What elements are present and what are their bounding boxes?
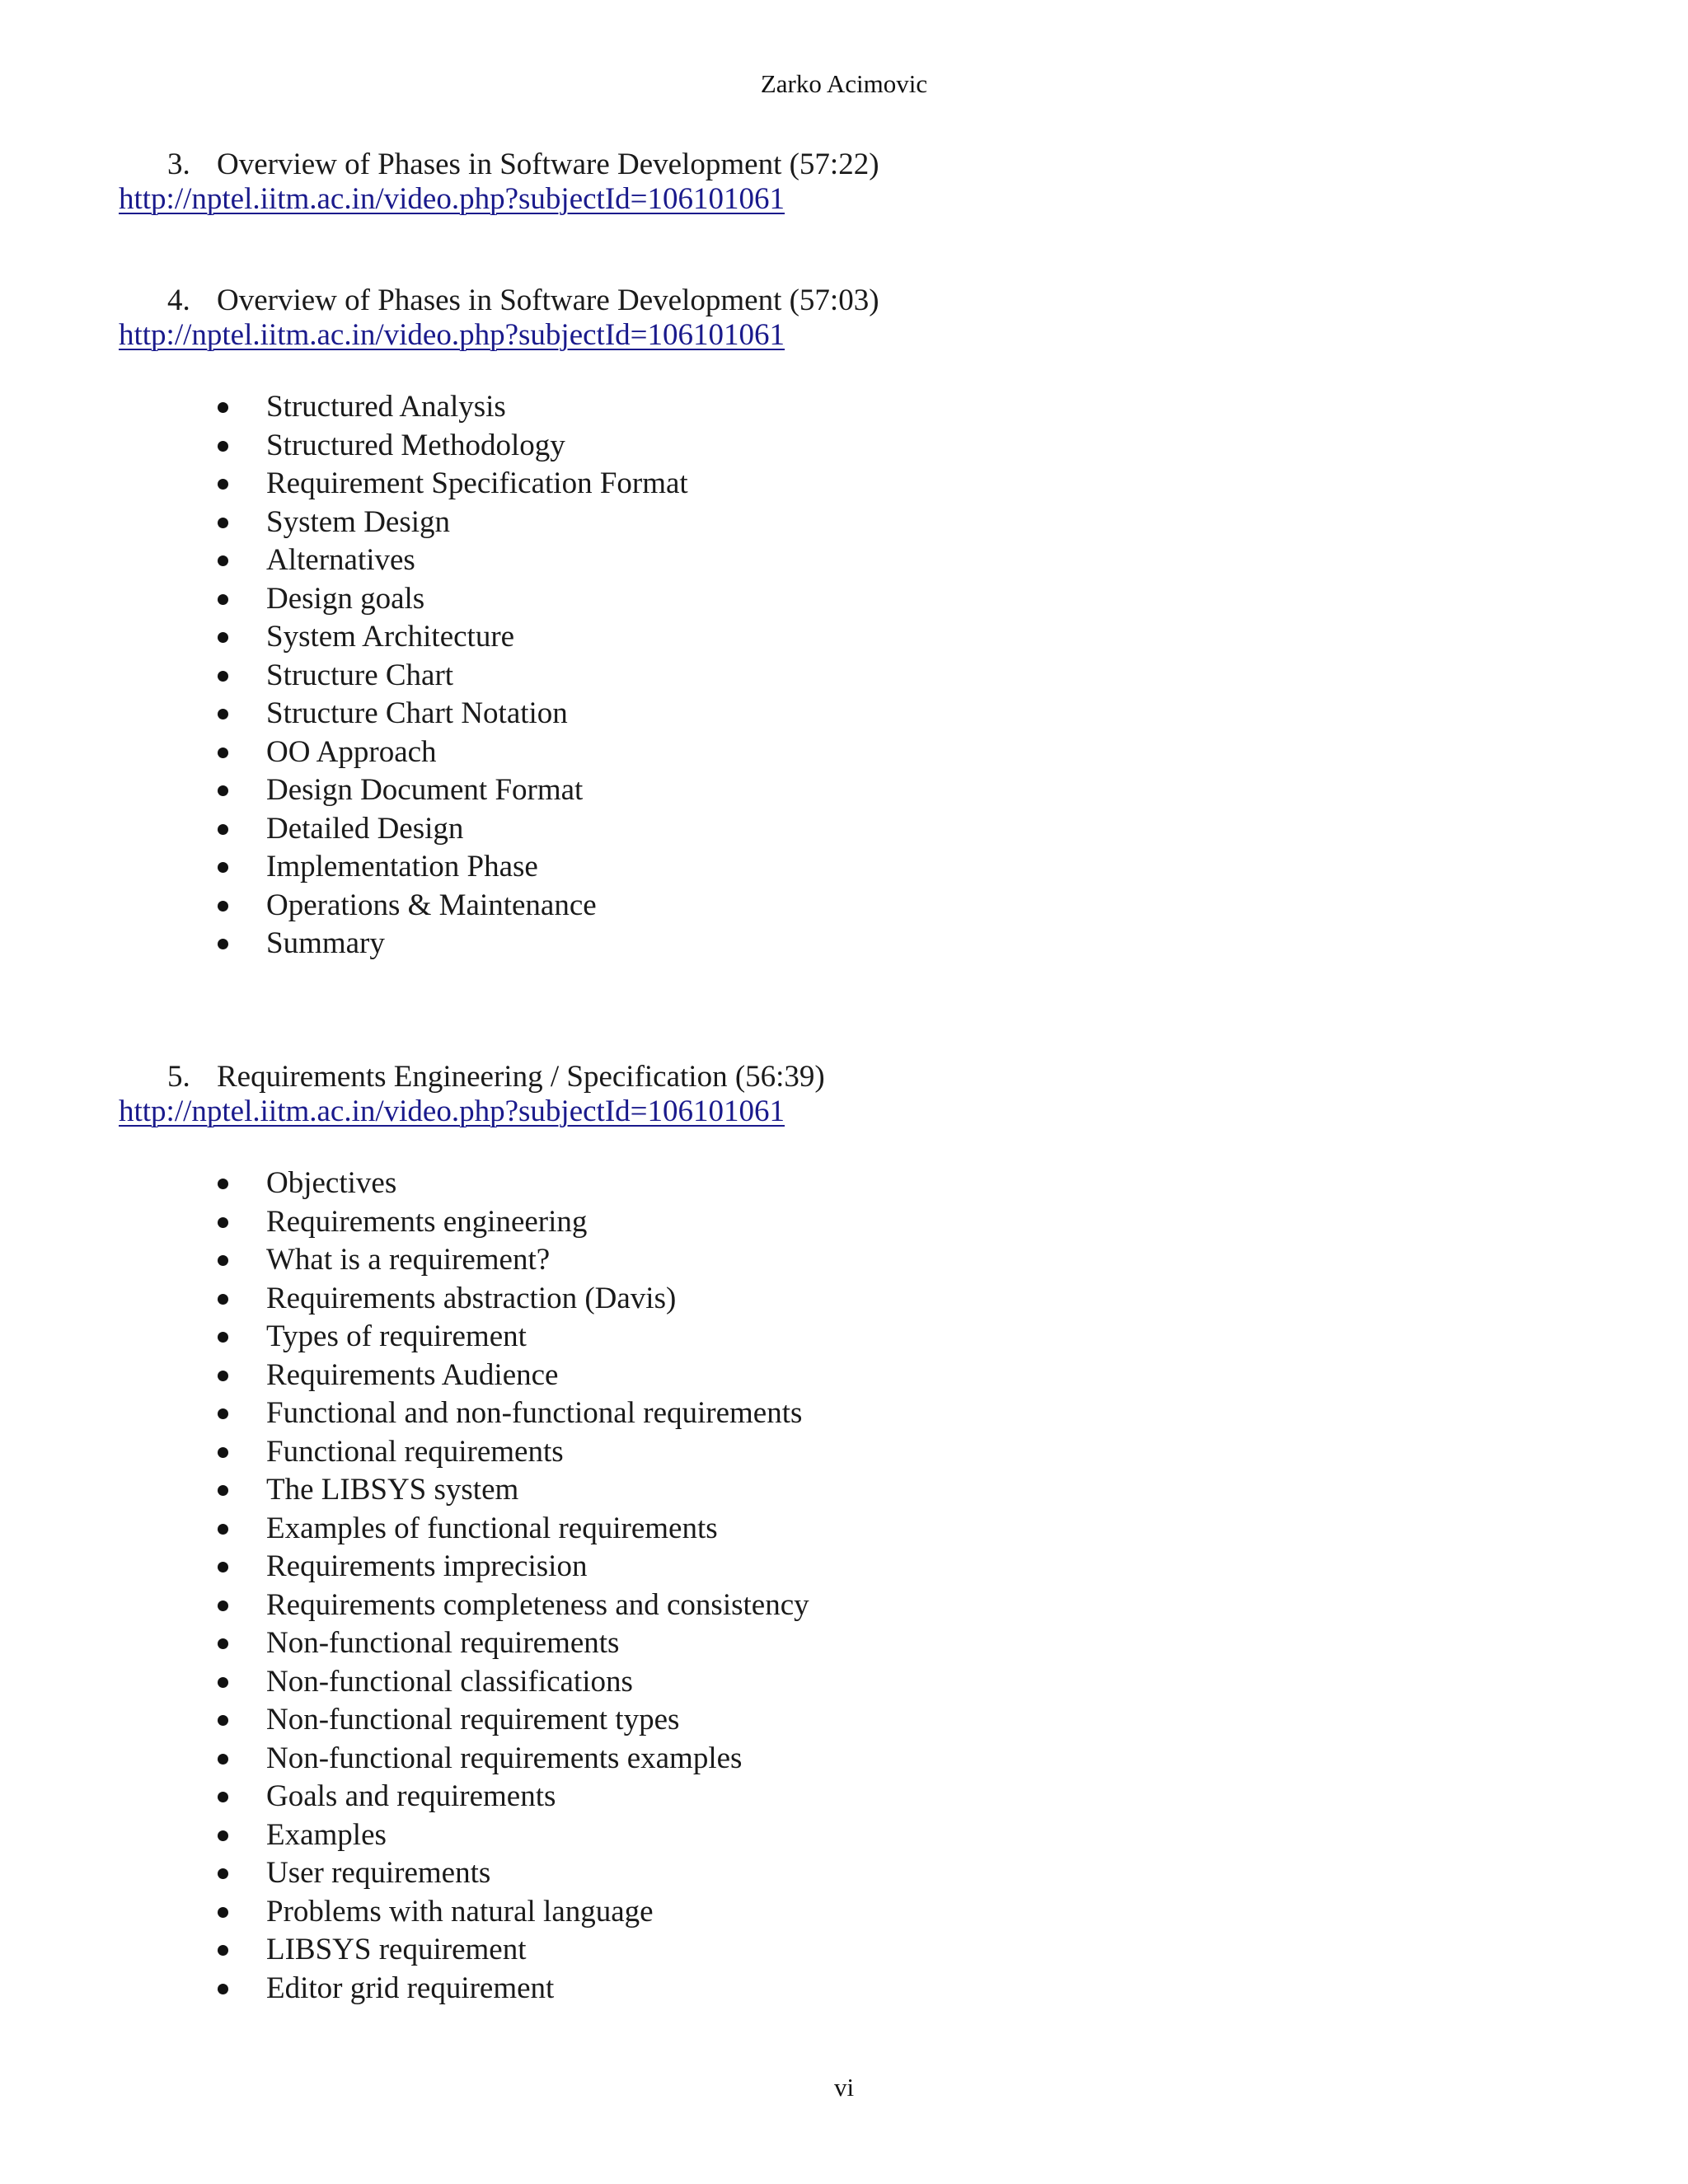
list-item-text: Examples	[266, 1817, 387, 1852]
list-item-text: Requirements abstraction (Davis)	[266, 1281, 677, 1315]
list-item-text: Non-functional requirement types	[266, 1703, 680, 1736]
list-item-text: Structure Chart Notation	[266, 696, 568, 730]
bullet-icon	[218, 1830, 228, 1841]
bullet-icon	[218, 1179, 228, 1189]
bullet-icon	[218, 748, 228, 758]
list-item-text: Examples of functional requirements	[266, 1511, 718, 1545]
bullet-icon	[218, 1868, 228, 1879]
bullet-icon	[218, 1217, 228, 1228]
bullet-icon	[218, 1638, 228, 1649]
bullet-icon	[218, 1601, 228, 1611]
page-number: vi	[833, 2073, 855, 2102]
bullet-icon	[218, 479, 228, 490]
list-item-text: Structured Analysis	[266, 390, 506, 424]
bullet-icon	[218, 671, 228, 682]
list-item-text: What is a requirement?	[266, 1243, 551, 1277]
list-item-text: Functional and non-functional requirements	[266, 1396, 803, 1430]
list-item-text: Types of requirement	[266, 1319, 527, 1353]
bullet-icon	[218, 1294, 228, 1305]
list-item-text: Requirements Audience	[266, 1357, 559, 1392]
bullet-icon	[218, 1677, 228, 1688]
section-title	[167, 147, 879, 182]
list-item-text: OO Approach	[266, 734, 437, 769]
bullet-icon	[218, 939, 228, 949]
list-item-text: Non-functional requirements	[266, 1626, 620, 1660]
bullet-icon	[218, 1984, 228, 1994]
section-link[interactable]: http://nptel.iitm.ac.in/video.php?subjectId=106101061	[119, 318, 785, 352]
bullet-icon	[218, 1907, 228, 1918]
list-item-text: Implementation Phase	[266, 850, 538, 883]
page-header-author: Zarko Acimovic	[760, 69, 928, 98]
bullet-icon	[218, 1945, 228, 1956]
list-item-text: Design Document Format	[266, 773, 584, 807]
bullet-icon	[218, 441, 228, 452]
list-item-text: The LIBSYS system	[266, 1473, 519, 1507]
section-link[interactable]: http://nptel.iitm.ac.in/video.php?subjectId=106101061	[119, 182, 785, 216]
list-item-text: Problems with natural language	[266, 1894, 654, 1929]
list-item-text: Operations & Maintenance	[266, 888, 597, 922]
list-item-text: Requirement Specification Format	[266, 466, 688, 500]
list-item-text: Goals and requirements	[266, 1779, 556, 1813]
section-title-text: Requirements Engineering / Specification (56:39)	[217, 1060, 825, 1094]
bullet-icon	[218, 709, 228, 719]
section-title	[167, 283, 879, 318]
section-number: 3.	[167, 148, 190, 181]
list-item-text: System Architecture	[266, 620, 515, 654]
bullet-icon	[218, 862, 228, 873]
bullet-icon	[218, 1447, 228, 1458]
bullet-icon	[218, 518, 228, 528]
list-item-text: Functional requirements	[266, 1434, 564, 1469]
bullet-icon	[218, 1408, 228, 1419]
bullet-icon	[218, 1754, 228, 1765]
list-item-text: Alternatives	[266, 543, 415, 577]
list-item-text: Requirements imprecision	[266, 1549, 588, 1583]
list-item-text: Design goals	[266, 581, 425, 616]
section-number: 5.	[167, 1060, 190, 1094]
bullet-icon	[218, 1332, 228, 1343]
bullet-icon	[218, 632, 228, 643]
list-item-text: LIBSYS requirement	[266, 1933, 527, 1966]
list-item-text: Detailed Design	[266, 811, 464, 846]
list-item-text: Requirements engineering	[266, 1204, 588, 1239]
section-number: 4.	[167, 284, 190, 317]
bullet-icon	[218, 1715, 228, 1726]
section-link[interactable]: http://nptel.iitm.ac.in/video.php?subjectId=106101061	[119, 1094, 785, 1128]
bullet-icon	[218, 1524, 228, 1535]
bullet-icon	[218, 1485, 228, 1496]
list-item-text: User requirements	[266, 1856, 491, 1890]
bullet-icon	[218, 555, 228, 566]
list-item-text: Editor grid requirement	[266, 1971, 555, 2005]
bullet-icon	[218, 1562, 228, 1572]
bullet-icon	[218, 594, 228, 605]
section-title	[167, 1059, 825, 1094]
list-item-text: System Design	[266, 504, 451, 539]
list-item-text: Structure Chart	[266, 658, 454, 692]
bullet-icon	[218, 402, 228, 413]
bullet-icon	[218, 824, 228, 835]
section-title-text: Overview of Phases in Software Development (57:03)	[217, 284, 879, 317]
bullet-icon	[218, 1255, 228, 1266]
bullet-icon	[218, 901, 228, 912]
list-item-text: Requirements completeness and consistency	[266, 1587, 809, 1622]
bullet-icon	[218, 1371, 228, 1381]
list-item-text: Structured Methodology	[266, 428, 565, 462]
bullet-icon	[218, 1792, 228, 1802]
list-item-text: Non-functional classifications	[266, 1664, 633, 1699]
section-title-text: Overview of Phases in Software Development (57:22)	[217, 148, 879, 181]
bullet-icon	[218, 785, 228, 796]
list-item-text: Objectives	[266, 1166, 397, 1200]
list-item-text: Summary	[266, 926, 385, 960]
list-item-text: Non-functional requirements examples	[266, 1741, 743, 1775]
